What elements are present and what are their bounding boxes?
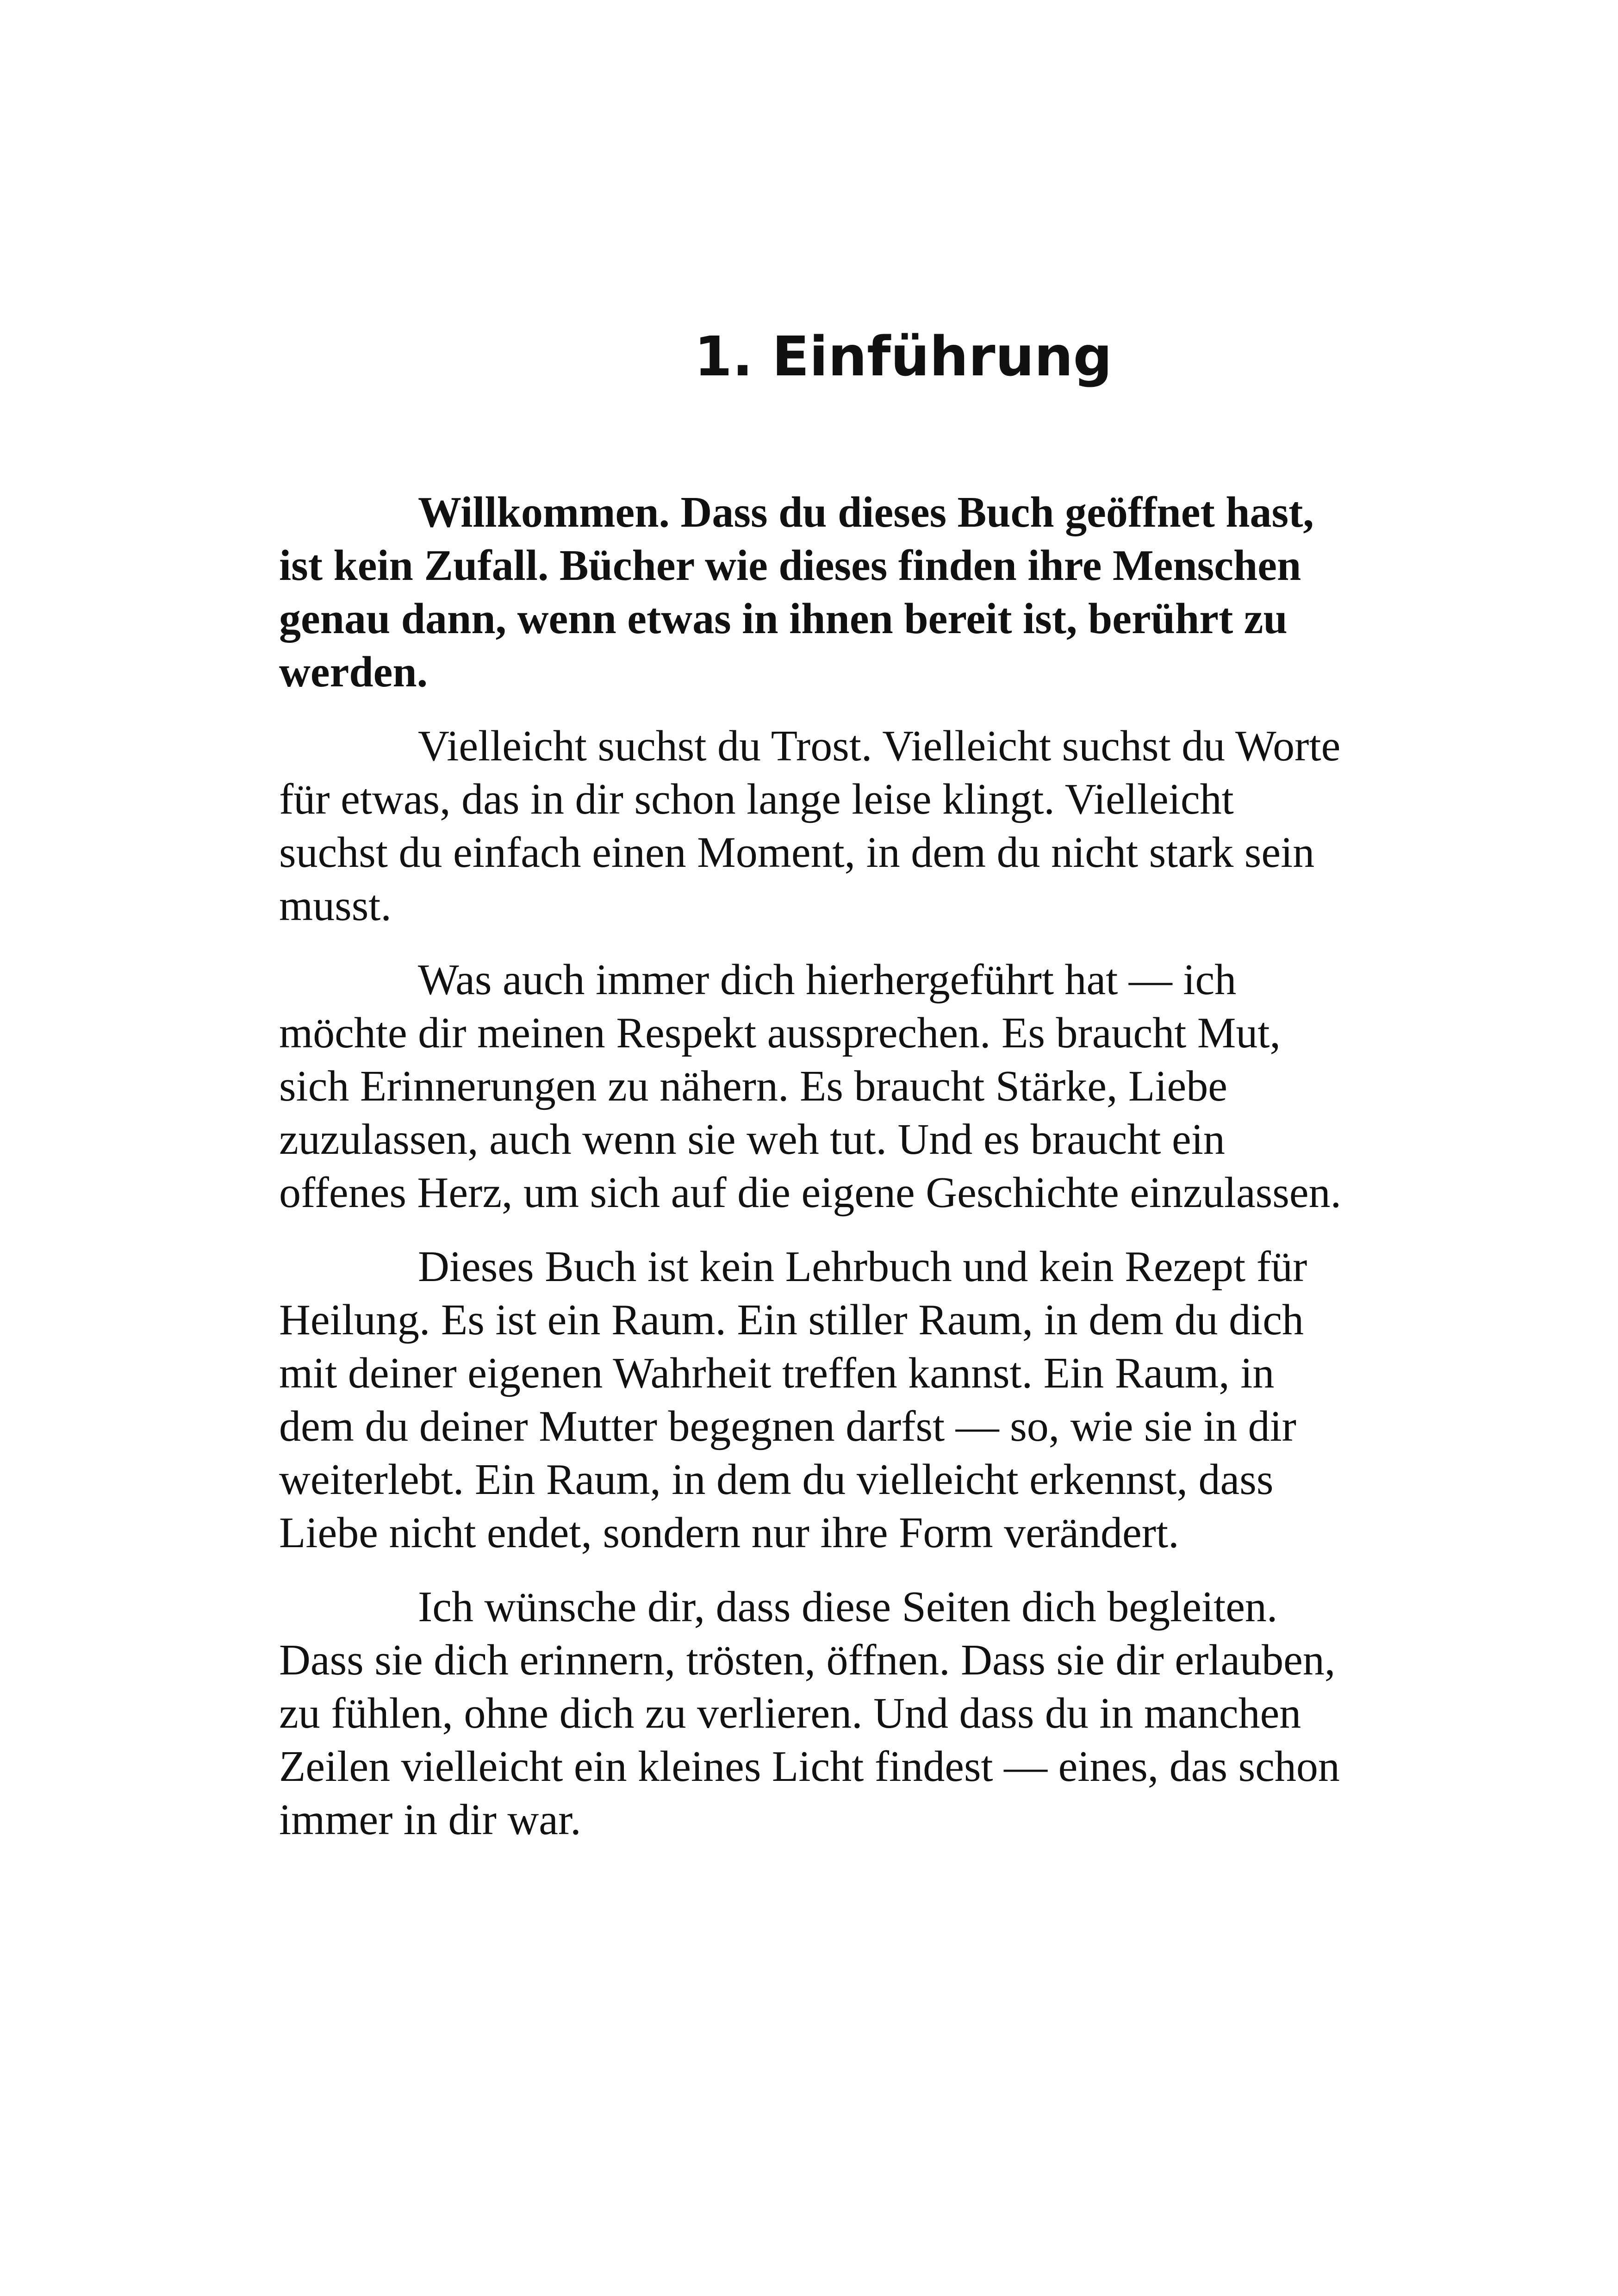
paragraph: Dieses Buch ist kein Lehrbuch und kein Rezept für Heilung. Es ist ein Raum. Ein stiller Raum, in dem du dich mit deiner eigenen Wahrheit treffen kannst. Ein Raum, in dem du deiner Mutter begegnen darfst — so, wie sie in dir weiterlebt. Ein Raum, in dem du vielleicht erkennst, dass Liebe nicht endet, sondern nur ihre Form verändert. xyxy=(279,1243,1307,1557)
paragraph: Vielleicht suchst du Trost. Vielleicht suchst du Worte für etwas, das in dir schon lange leise klingt. Vielleicht suchst du einfach einen Moment, in dem du nicht stark sein musst. xyxy=(279,722,1341,930)
paragraph: Was auch immer dich hierhergeführt hat — ich möchte dir meinen Respekt aussprechen. Es braucht Mut, sich Erinnerungen zu nähern. Es braucht Stärke, Liebe zuzulassen, auch wenn sie weh tut. Und es braucht ein offenes Herz, um sich auf die eigene Geschichte einzulassen. xyxy=(279,956,1342,1217)
paragraph: Ich wünsche dir, dass diese Seiten dich begleiten. Dass sie dich erinnern, trösten, öffnen. Dass sie dir erlauben, zu fühlen, ohne dich zu verlieren. Und dass du in manchen Zeilen vielleicht ein kleines Licht findest — eines, das schon immer in dir war. xyxy=(279,1583,1340,1844)
paragraph-intro: Willkommen. Dass du dieses Buch geöffnet hast, ist kein Zufall. Bücher wie dieses finden ihre Menschen genau dann, wenn etwas in ihnen bereit ist, berührt zu werden. xyxy=(279,488,1314,696)
chapter-title: 1. Einführung xyxy=(694,324,1113,388)
body-text xyxy=(279,486,1344,1867)
